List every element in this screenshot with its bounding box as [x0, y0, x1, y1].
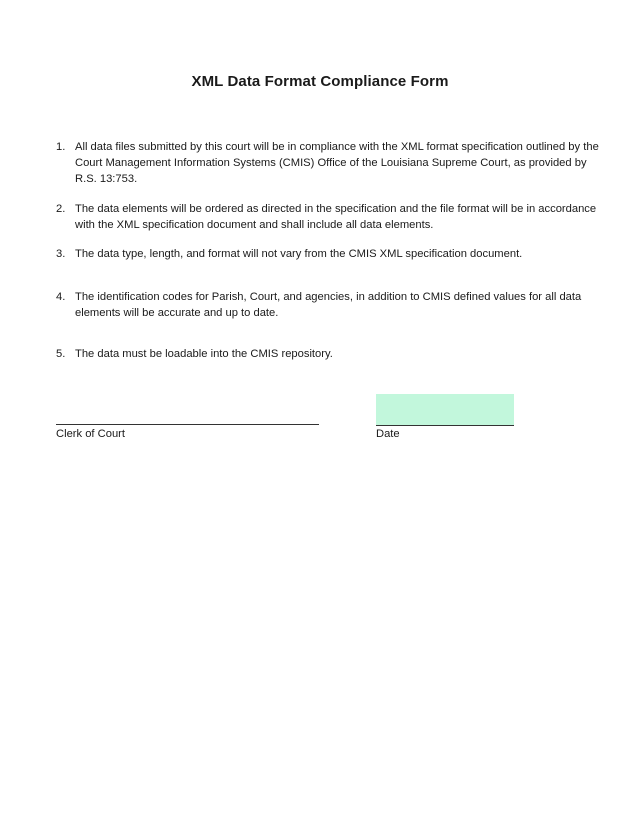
list-item-text: The identification codes for Parish, Court, and agencies, in addition to CMIS defined values for all data elements will be accurate and up to date.: [75, 291, 582, 319]
list-item-number: 2.: [56, 203, 66, 215]
list-item-text: The data must be loadable into the CMIS repository.: [75, 348, 333, 360]
clerk-of-court-label: Clerk of Court: [56, 428, 126, 440]
list-item-number: 4.: [56, 291, 66, 303]
list-item-text: The data type, length, and format will not vary from the CMIS XML specification document.: [75, 248, 523, 260]
list-item-number: 1.: [56, 141, 66, 153]
list-item-text: All data files submitted by this court will be in compliance with the XML format specification outlined by the Court Management Information Systems (CMIS) Office of the Louisiana Supreme Court, as provided by R.S. 13:753.: [75, 141, 599, 185]
clerk-signature-field[interactable]: [56, 424, 319, 425]
page-title: XML Data Format Compliance Form: [191, 73, 449, 90]
list-item-number: 5.: [56, 348, 66, 360]
list-item-text: The data elements will be ordered as directed in the specification and the file format will be in accordance with the XML specification document and shall include all data elements.: [75, 203, 597, 231]
date-field[interactable]: [376, 394, 514, 426]
list-item-number: 3.: [56, 248, 66, 260]
date-label: Date: [376, 428, 400, 440]
